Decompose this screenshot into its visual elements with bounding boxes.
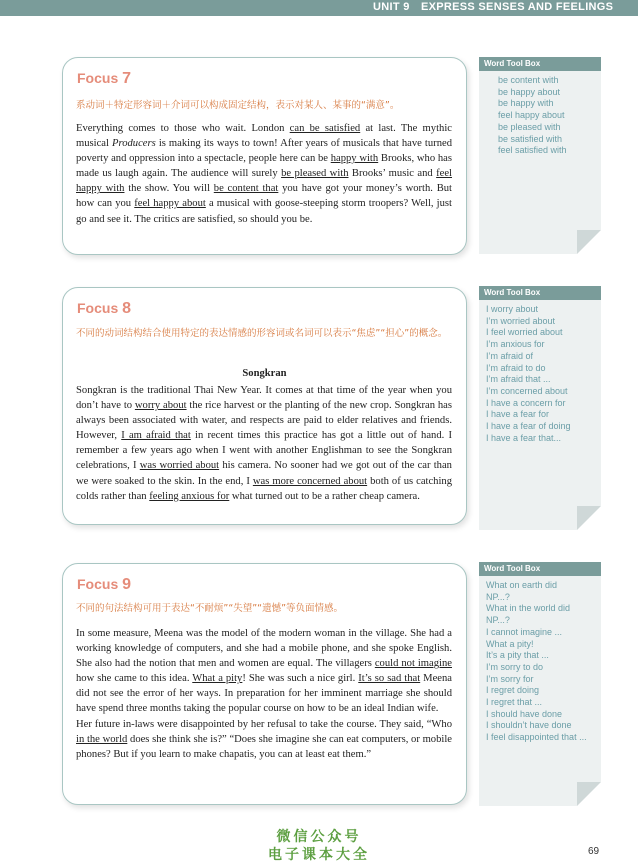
unit-label: UNIT 9 <box>373 1 410 13</box>
key-phrase: What a pity <box>192 673 243 685</box>
toolbox-header: Word Tool Box <box>479 57 601 71</box>
key-phrase: was more concerned about <box>252 475 368 487</box>
toolbox-item: What in the world did <box>486 603 571 614</box>
passage-heading: Songkran <box>242 368 287 379</box>
text-run: in recent times this practice has got a little out of hand. I remember a few years ago when I went with another Englishman to see the Songkran celebrations, I <box>76 430 452 472</box>
text-run: the show. You will <box>124 183 214 195</box>
key-phrase: feel happy with <box>76 168 453 195</box>
toolbox-item: It’s a pity that ... <box>486 650 549 661</box>
toolbox-item: I’m worried about <box>486 315 556 326</box>
focus-8-card <box>62 287 467 525</box>
toolbox-item: I’m afraid that ... <box>486 374 551 385</box>
focus-7-passage <box>76 121 452 227</box>
key-phrase: could not imagine <box>374 658 452 670</box>
focus-label: Focus <box>77 576 119 592</box>
watermark-line-2: 电子课本大全 <box>268 847 370 863</box>
text-run: at last. The mythic musical <box>76 123 452 150</box>
text-run: a musical with goose-steeping storm troopers? Well, just go and see it. The critics are satisfied, so should you be. <box>76 198 452 225</box>
toolbox-item: I shouldn’t have done <box>486 720 572 731</box>
key-phrase: can be satisfied <box>289 123 361 134</box>
key-phrase: be pleased with <box>281 168 349 180</box>
toolbox-item: I’m anxious for <box>486 339 545 350</box>
toolbox-item: be pleased with <box>498 121 561 132</box>
text-run: ! She was such a nice girl. <box>242 673 359 685</box>
paragraph <box>76 626 452 717</box>
text-run: what turned out to be a rather cheap camera. <box>229 490 420 502</box>
text-run: the rice harvest or the planting of the new crop. Songkran has always been associated with water, and respects are paid to elder relatives and friends. However, <box>76 400 452 442</box>
text-run: Meena did not see the error of her ways. In preparation for her imminent marriage she should have spend three months taking the popular course on how to be an ideal Indian wife. <box>76 673 452 715</box>
text-run: Brooks, who has made us laugh again. The audience will surely <box>76 153 453 180</box>
focus-8-passage <box>76 383 452 504</box>
toolbox-list <box>479 576 601 744</box>
text-run: how she came to this idea. <box>76 673 193 685</box>
toolbox-item: I should have done <box>486 708 563 719</box>
toolbox-item: What a pity! <box>486 638 534 649</box>
text-run: In some measure, Meena was the model of the modern woman in the village. She had a working knowledge of computers, and she had a mobile phone, and she spoke English. She also had the notion that men and women are equal. The villagers <box>76 628 452 670</box>
watermark-line-1: 微信公众号 <box>276 829 362 845</box>
unit-header-bar <box>0 0 638 16</box>
focus-9-instruction: 不同的句法结构可用于表达“不耐烦”“失望”“遗憾”等负面情感。 <box>76 603 344 614</box>
toolbox-item: I worry about <box>486 304 539 314</box>
toolbox-list <box>479 71 601 157</box>
key-phrase: feeling anxious for <box>149 490 230 502</box>
toolbox-item: I cannot imagine ... <box>486 626 563 637</box>
focus-label: Focus <box>77 70 119 86</box>
paragraph <box>76 717 452 762</box>
text-run: Everything comes to those who wait. London <box>76 123 290 134</box>
word-tool-box-7 <box>479 57 601 254</box>
toolbox-item: feel satisfied with <box>498 145 567 156</box>
toolbox-item: I have a fear that... <box>486 432 562 443</box>
toolbox-item: I’m afraid to do <box>486 362 546 373</box>
word-tool-box-9 <box>479 562 601 806</box>
toolbox-item: I feel disappointed that ... <box>486 732 587 743</box>
focus-7-card <box>62 57 467 255</box>
focus-number: 9 <box>122 576 132 593</box>
toolbox-item: I have a fear of doing <box>486 421 571 432</box>
text-run: is making its ways to town! After years of musicals that have turned poverty and oppression into a spectacle, people here can be <box>76 138 452 165</box>
toolbox-item: I have a concern for <box>486 397 566 408</box>
focus-9-title <box>77 576 131 594</box>
focus-9-card <box>62 563 467 805</box>
focus-7-title <box>77 70 131 88</box>
word-tool-box-8 <box>479 286 601 530</box>
toolbox-item: NP...? <box>486 615 510 626</box>
key-phrase: It’s so sad that <box>358 673 421 685</box>
text-run: his camera. No sooner had we got out of the car than we were soaked to the skin. In the end, I <box>76 460 452 487</box>
page-fold-corner <box>577 506 601 530</box>
text-run: does she think she is?” “Does she imagine she can eat computers, or mobile phones? But if you learn to make chapatis, you can at least eat them.” <box>76 733 452 760</box>
toolbox-item: I have a fear for <box>486 409 550 420</box>
text-run: Brooks’ music and <box>348 168 437 180</box>
focus-number: 8 <box>122 300 132 317</box>
focus-7-instruction: 系动词＋特定形容词＋介词可以构成固定结构，表示对某人、某事的“满意”。 <box>76 100 400 111</box>
toolbox-item: I feel worried about <box>486 327 563 338</box>
toolbox-item: NP...? <box>486 591 510 602</box>
toolbox-item: be content with <box>498 75 559 85</box>
toolbox-item: I’m sorry to do <box>486 661 544 672</box>
toolbox-item: I’m sorry for <box>486 673 534 684</box>
italic-title: Producers <box>112 138 156 150</box>
toolbox-item: I’m concerned about <box>486 385 568 396</box>
key-phrase: worry about <box>134 400 187 412</box>
key-phrase: feel happy about <box>134 198 206 210</box>
toolbox-item: I regret that ... <box>486 697 543 708</box>
key-phrase: in the world <box>76 733 128 745</box>
focus-number: 7 <box>122 70 132 87</box>
focus-label: Focus <box>77 300 119 316</box>
key-phrase: was worried about <box>139 460 220 472</box>
toolbox-item: be happy with <box>498 98 554 109</box>
key-phrase: I am afraid that <box>121 430 191 442</box>
toolbox-item: feel happy about <box>498 110 565 121</box>
toolbox-header: Word Tool Box <box>479 286 601 300</box>
toolbox-item: What on earth did <box>486 580 558 590</box>
toolbox-item: I’m afraid of <box>486 350 534 361</box>
toolbox-item: I regret doing <box>486 685 540 696</box>
toolbox-item: be satisfied with <box>498 133 563 144</box>
page-fold-corner <box>577 782 601 806</box>
key-phrase: be content that <box>213 183 279 195</box>
text-run: both of us catching colds rather than <box>76 475 453 502</box>
key-phrase: happy with <box>330 153 379 165</box>
page-number: 69 <box>588 846 600 857</box>
text-run: Songkran is the traditional Thai New Year. It comes at that time of the year when you don’t have to <box>76 385 452 412</box>
text-run: you have got your money’s worth. But how can you <box>76 183 452 210</box>
focus-9-passage <box>76 626 452 762</box>
toolbox-header: Word Tool Box <box>479 562 601 576</box>
text-run: Her future in-laws were disappointed by her refusal to take the course. They said, “Who <box>76 718 452 730</box>
toolbox-item: be happy about <box>498 86 561 97</box>
focus-8-title <box>77 300 131 318</box>
focus-8-instruction: 不同的动词结构结合使用特定的表达情感的形容词或名词可以表示“焦虑”“担心”的概念。 <box>76 328 448 339</box>
toolbox-list <box>479 300 601 444</box>
page-fold-corner <box>577 230 601 254</box>
unit-title: EXPRESS SENSES AND FEELINGS <box>421 1 614 13</box>
